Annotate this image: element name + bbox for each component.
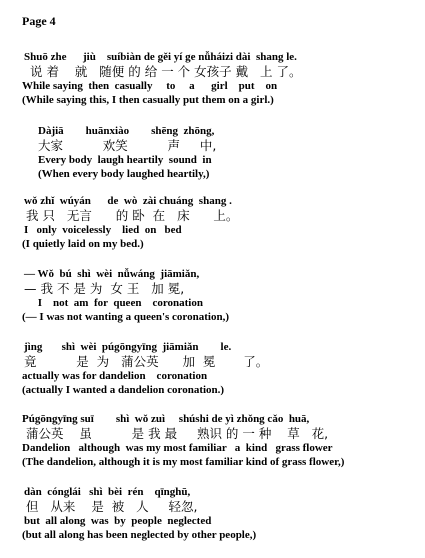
english-gloss-line: Dandelion although was my most familiar a kind grass flower xyxy=(22,442,333,454)
english-gloss-line: but all along was by people neglected xyxy=(24,515,212,527)
english-gloss-line: Every body laugh heartily sound in xyxy=(38,154,212,166)
pinyin-line: dàn cónglái shì bèi rén qīnghū, xyxy=(24,486,191,498)
translation-line: (I quietly laid on my bed.) xyxy=(22,238,144,250)
pinyin-line: wǒ zhǐ wúyán de wò zài chuáng shang . xyxy=(24,195,232,207)
translation-line: (The dandelion, although it is my most familiar kind of grass flower,) xyxy=(22,456,345,468)
pinyin-line: jìng shì wèi púgōngyīng jiāmiǎn le. xyxy=(24,341,232,353)
chinese-line: 但 从来 是 被 人 轻忽, xyxy=(26,499,198,514)
translation-line: (actually I wanted a dandelion coronation.) xyxy=(22,384,225,396)
translation-line: (While saying this, I then casually put them on a girl.) xyxy=(22,94,274,106)
pinyin-line: Shuō zhe jiù suíbiàn de gěi yí ge nǚháizi dài shang le. xyxy=(24,51,297,63)
chinese-line: 蒲公英 虽 是 我 最 熟识 的 一 种 草 花, xyxy=(26,426,329,441)
english-gloss-line: I not am for queen coronation xyxy=(24,297,203,309)
translation-line: (When every body laughed heartily,) xyxy=(38,168,210,180)
translation-line: (— I was not wanting a queen's coronation,) xyxy=(22,311,229,323)
english-gloss-line: I only voicelessly lied on bed xyxy=(24,224,182,236)
chinese-line: 大家 欢笑 声 中, xyxy=(38,138,217,153)
pinyin-line: Púgōngyīng suī shì wǒ zuì shúshi de yì zhǒng cǎo huā, xyxy=(22,413,310,425)
chinese-line: 说 着 就 随便 的 给 一 个 女孩子 戴 上 了。 xyxy=(30,64,302,79)
chinese-line: 我 只 无言 的 卧 在 床 上。 xyxy=(26,208,239,223)
chinese-line: 竟 是 为 蒲公英 加 冕 了。 xyxy=(24,354,269,369)
english-gloss-line: While saying then casually to a girl put on xyxy=(22,80,278,92)
pinyin-line: — Wǒ bú shì wèi nǚwáng jiāmiǎn, xyxy=(24,268,200,280)
english-gloss-line: actually was for dandelion coronation xyxy=(22,370,208,382)
page-number: Page 4 xyxy=(22,14,56,28)
pinyin-line: Dàjiā huānxiào shēng zhōng, xyxy=(38,125,215,137)
translation-line: (but all along has been neglected by other people,) xyxy=(22,529,257,541)
chinese-line: — 我 不 是 为 女 王 加 冕, xyxy=(24,281,185,296)
